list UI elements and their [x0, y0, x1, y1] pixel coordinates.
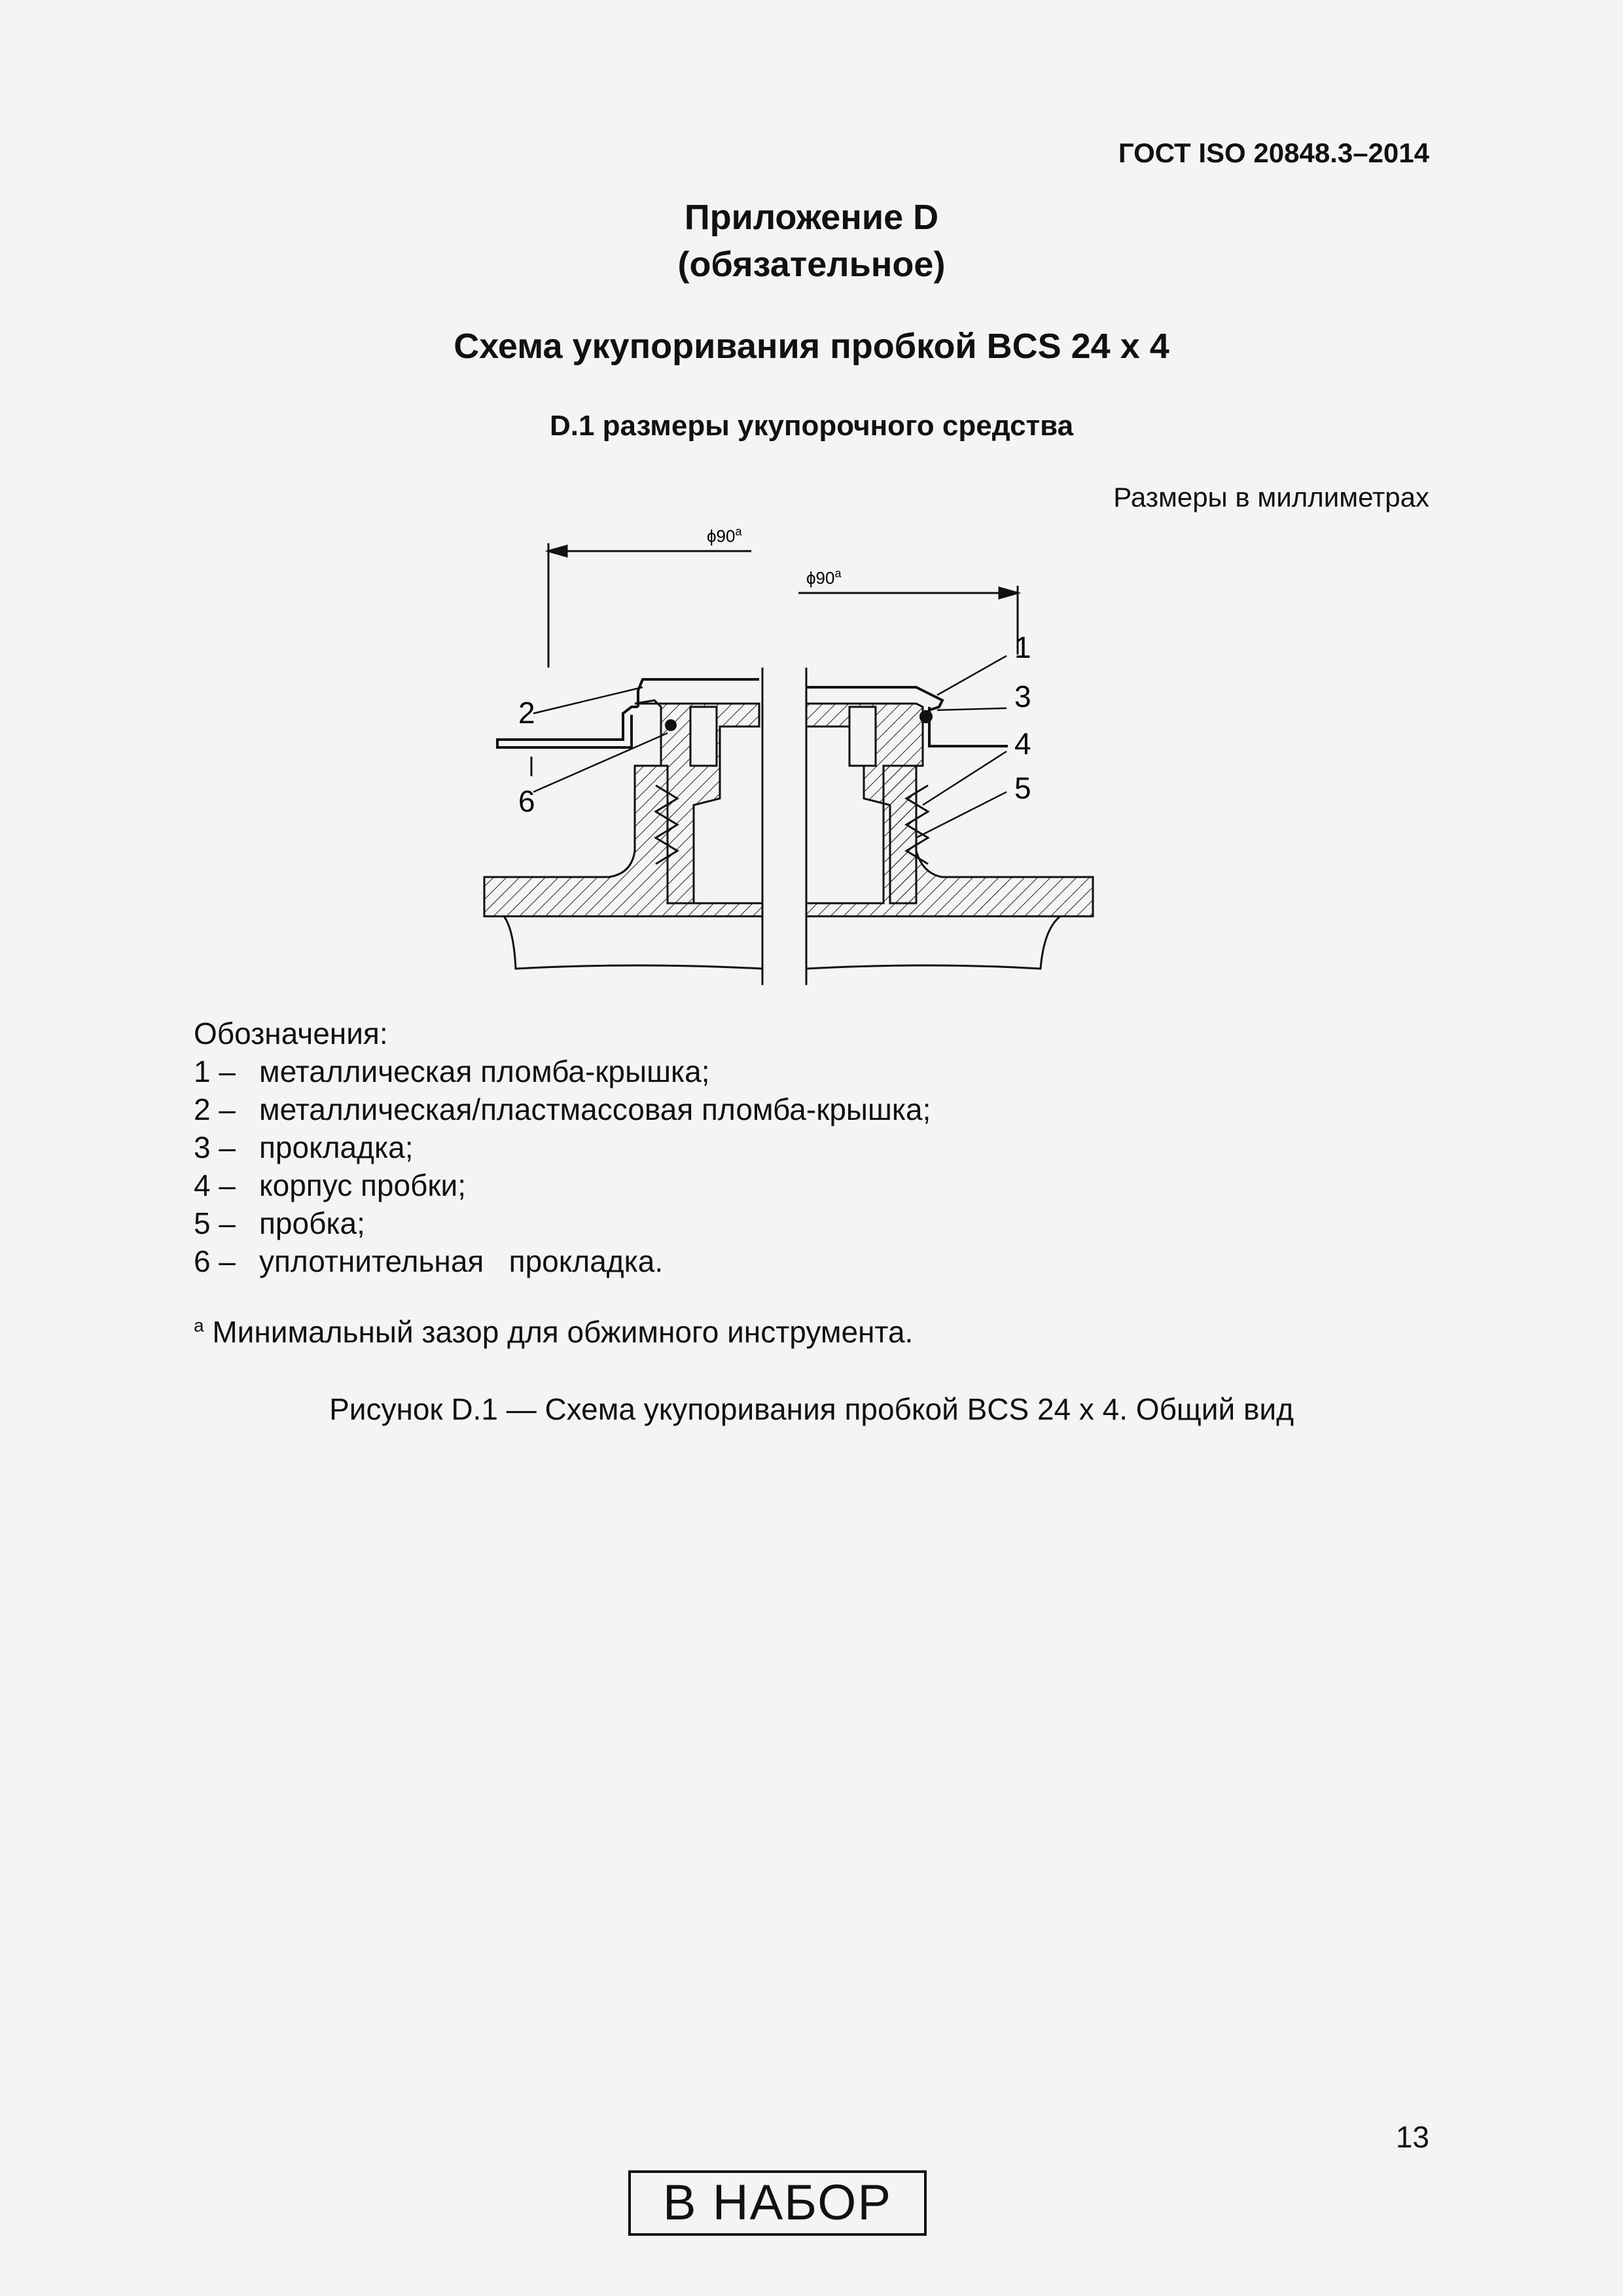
legend-item-text: пробка; — [259, 1206, 365, 1240]
stamp-box: В НАБОР — [628, 2170, 927, 2236]
plug-body-right — [806, 704, 928, 903]
annex-title-line1: Приложение D — [684, 198, 939, 237]
legend-item — [194, 1052, 931, 1090]
scheme-title: Схема укупоривания пробкой BCS 24 х 4 — [454, 327, 1169, 366]
legend-item — [194, 1128, 931, 1166]
footnote-mark: a — [194, 1315, 204, 1336]
legend-item-number: 2 – — [194, 1092, 236, 1126]
legend-item — [194, 1090, 931, 1128]
callout-5: 5 — [1014, 771, 1031, 805]
legend-item-text: уплотнительная прокладка. — [259, 1244, 664, 1278]
figure-caption: Рисунок D.1 — Схема укупоривания пробкой BCS 24 х 4. Общий вид — [329, 1392, 1294, 1426]
legend-item-number: 1 – — [194, 1054, 236, 1088]
legend-item — [194, 1242, 931, 1280]
legend-item-text: прокладка; — [259, 1130, 414, 1164]
dimension-right — [798, 586, 1018, 655]
section-title: D.1 размеры укупорочного средства — [549, 410, 1074, 442]
footnote-text: Минимальный зазор для обжимного инструмента. — [204, 1315, 914, 1349]
legend-item-text: корпус пробки; — [259, 1168, 467, 1202]
callout-3: 3 — [1014, 679, 1031, 713]
legend-item-number: 6 – — [194, 1244, 236, 1278]
dimension-right-label: ϕ90$^a$ — [806, 567, 842, 588]
legend-item — [194, 1204, 931, 1242]
callout-1: 1 — [1014, 630, 1031, 664]
legend-item-text: металлическая/пластмассовая пломба-крышка; — [259, 1092, 931, 1126]
legend-item-text: металлическая пломба-крышка; — [259, 1054, 710, 1088]
annex-title — [0, 194, 1623, 288]
legend-heading: Обозначения: — [194, 1016, 388, 1050]
callout-4: 4 — [1014, 726, 1031, 761]
footnote — [194, 1314, 913, 1350]
legend-item-number: 4 – — [194, 1168, 236, 1202]
dimension-left — [548, 543, 751, 668]
page-number: 13 — [1395, 2120, 1429, 2154]
units-note: Размеры в миллиметрах — [1113, 482, 1429, 512]
document-code: ГОСТ ISO 20848.3–2014 — [1118, 137, 1429, 168]
callout-2: 2 — [518, 696, 535, 730]
annex-title-line2: (обязательное) — [677, 245, 946, 284]
callout-6: 6 — [518, 784, 535, 818]
dimension-left-label: ϕ90$^a$ — [707, 525, 742, 546]
legend-item-number: 5 – — [194, 1206, 236, 1240]
legend-item — [194, 1166, 931, 1204]
legend-item-number: 3 – — [194, 1130, 236, 1164]
closure-drawing — [471, 511, 1106, 995]
legend — [194, 1014, 931, 1280]
container-wall — [484, 766, 1093, 969]
